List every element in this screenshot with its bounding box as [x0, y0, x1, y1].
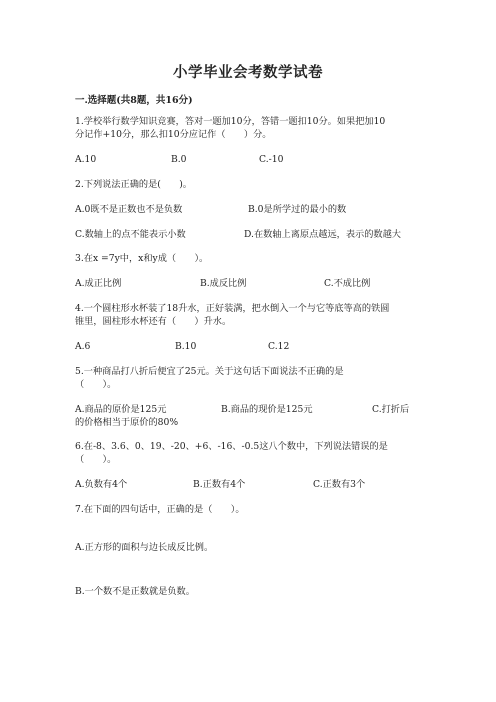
question-4-option-a: A.6 — [75, 341, 91, 352]
question-4-line-2: 锥里，圆柱形水杯还有（ ）升水。 — [75, 316, 232, 327]
question-1-option-a: A.10 — [75, 154, 97, 165]
question-2-stem: 2.下列说法正确的是( )。 — [75, 179, 192, 190]
question-2-option-d: D.在数轴上离原点越远，表示的数越大 — [244, 229, 401, 240]
question-6-option-a: A.负数有4个 — [75, 479, 128, 490]
question-2-option-b: B.0是所学过的最小的数 — [248, 204, 347, 215]
question-1-line-1: 1.学校举行数学知识竞赛，答对一题加10分，答错一题扣10分。如果把加10 — [75, 116, 386, 127]
question-7-option-a: A.正方形的面积与边长成反比例。 — [75, 542, 214, 553]
question-5-line-1: 5.一种商品打八折后便宜了25元。关于这句话下面说法不正确的是 — [75, 366, 344, 377]
question-3-stem: 3.在x =7y中，x和y成（ ）。 — [75, 253, 209, 264]
question-5-option-c: C.打折后 — [372, 404, 410, 415]
question-4-line-1: 4.一个圆柱形水杯装了18升水，正好装满，把水倒入一个与它等底等高的铁圆 — [75, 303, 390, 314]
question-1-line-2: 分记作+10分，那么扣10分应记作（ ）分。 — [75, 129, 272, 140]
question-6-option-b: B.正数有4个 — [193, 479, 246, 490]
question-5-line-2: （ ）。 — [75, 379, 117, 390]
question-6-line-1: 6.在-8、3.6、0、19、-20、+6、-16、-0.5这八个数中，下列说法错误的是 — [75, 441, 388, 452]
question-5-option-a: A.商品的原价是125元 — [75, 404, 167, 415]
page-title: 小学毕业会考数学试卷 — [173, 64, 323, 81]
question-1-option-c: C.-10 — [259, 154, 284, 165]
question-2-option-a: A.0既不是正数也不是负数 — [75, 204, 183, 215]
question-3-option-b: B.成反比例 — [200, 278, 247, 289]
section-heading: 一.选择题(共8题，共16分) — [75, 95, 193, 106]
question-3-option-a: A.成正比例 — [75, 278, 122, 289]
question-6-line-2: （ ）。 — [75, 454, 117, 465]
question-7-option-b: B.一个数不是正数就是负数。 — [75, 586, 195, 597]
question-4-option-c: C.12 — [268, 341, 290, 352]
question-6-option-c: C.正数有3个 — [313, 479, 366, 490]
question-5-option-c-continued: 的价格相当于原价的80% — [75, 417, 179, 428]
question-4-option-b: B.10 — [175, 341, 197, 352]
question-5-option-b: B.商品的现价是125元 — [221, 404, 313, 415]
question-7-stem: 7.在下面的四句话中，正确的是（ ）。 — [75, 504, 245, 515]
question-1-option-b: B.0 — [171, 154, 187, 165]
question-2-option-c: C.数轴上的点不能表示小数 — [75, 229, 186, 240]
question-3-option-c: C.不成比例 — [324, 278, 371, 289]
